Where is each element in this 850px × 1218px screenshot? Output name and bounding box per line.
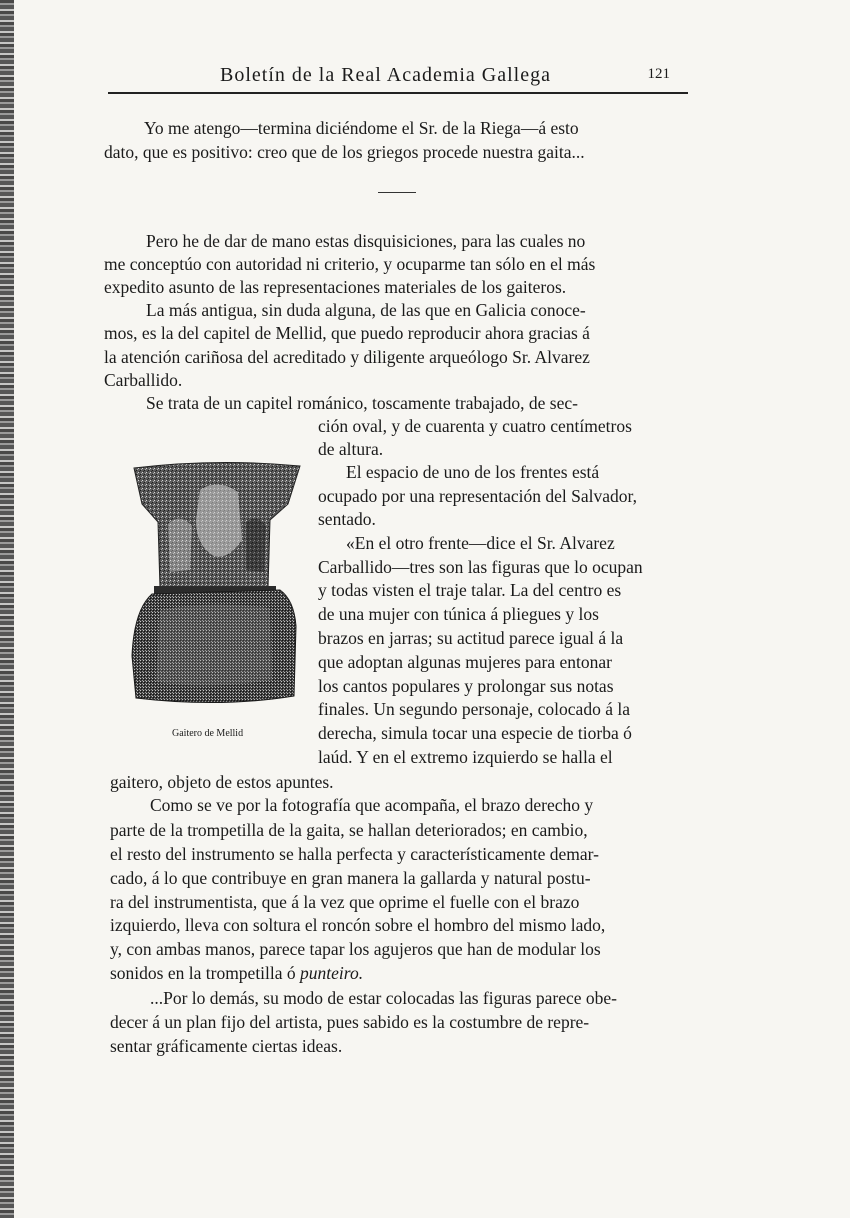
text-line: ocupado por una representación del Salvador, xyxy=(318,486,638,506)
text-line: mos, es la del capitel de Mellid, que puedo reproducir ahora gracias á xyxy=(104,323,590,343)
capital-photograph xyxy=(130,460,302,710)
text-line: el resto del instrumento se halla perfecta y característicamente demar- xyxy=(110,844,599,864)
capital-photograph-image xyxy=(130,460,302,710)
text-line: sentado. xyxy=(318,509,376,529)
text-line: sentar gráficamente ciertas ideas. xyxy=(110,1036,343,1056)
text-line: La más antigua, sin duda alguna, de las que en Galicia conoce- xyxy=(146,300,586,320)
text-line: derecha, simula tocar una especie de tiorba ó xyxy=(318,723,632,743)
text-line: me conceptúo con autoridad ni criterio, y ocuparme tan sólo en el más xyxy=(104,254,596,274)
text-line: que adoptan algunas mujeres para entonar xyxy=(318,652,612,672)
text-line: Pero he de dar de mano estas disquisiciones, para las cuales no xyxy=(146,231,586,251)
text-line-with-italic xyxy=(110,961,363,985)
text-line: de altura. xyxy=(318,439,384,459)
text-line: Carballido. xyxy=(104,370,183,390)
text-fragment: sonidos en la trompetilla ó xyxy=(110,963,296,983)
text-line: finales. Un segundo personaje, colocado á la xyxy=(318,699,630,719)
text-line: los cantos populares y prolongar sus notas xyxy=(318,676,614,696)
text-line: Se trata de un capitel románico, toscamente trabajado, de sec- xyxy=(146,393,578,413)
page-number: 121 xyxy=(647,66,670,82)
figure-caption: Gaitero de Mellid xyxy=(172,728,244,739)
text-line: de una mujer con túnica á pliegues y los xyxy=(318,604,599,624)
text-line: y, con ambas manos, parece tapar los agujeros que han de modular los xyxy=(110,939,601,959)
text-line: ción oval, y de cuarenta y cuatro centímetros xyxy=(318,416,632,436)
text-line: parte de la trompetilla de la gaita, se hallan deteriorados; en cambio, xyxy=(110,820,588,840)
text-line: la atención cariñosa del acreditado y diligente arqueólogo Sr. Alvarez xyxy=(104,347,590,367)
text-line: ...Por lo demás, su modo de estar colocadas las figuras parece obe- xyxy=(150,988,617,1008)
text-line: cado, á lo que contribuye en gran manera la gallarda y natural postu- xyxy=(110,868,591,888)
text-line: y todas visten el traje talar. La del centro es xyxy=(318,580,622,600)
text-line: El espacio de uno de los frentes está xyxy=(346,462,600,482)
text-line: expedito asunto de las representaciones materiales de los gaiteros. xyxy=(104,277,567,297)
text-line: «En el otro frente—dice el Sr. Alvarez xyxy=(346,533,615,553)
running-header xyxy=(108,62,688,94)
italic-term: punteiro. xyxy=(300,963,364,983)
text-line: decer á un plan fijo del artista, pues sabido es la costumbre de repre- xyxy=(110,1012,590,1032)
journal-title: Boletín de la Real Academia Gallega xyxy=(220,64,551,86)
section-separator xyxy=(378,192,416,193)
text-line: izquierdo, lleva con soltura el roncón sobre el hombro del mismo lado, xyxy=(110,915,606,935)
text-line: Carballido—tres son las figuras que lo ocupan xyxy=(318,557,643,577)
text-line: laúd. Y en el extremo izquierdo se halla el xyxy=(318,747,613,767)
text-line: gaitero, objeto de estos apuntes. xyxy=(110,772,334,792)
text-line: brazos en jarras; su actitud parece igual á la xyxy=(318,628,624,648)
page-edge-scan xyxy=(0,0,14,1218)
text-line: ra del instrumentista, que á la vez que oprime el fuelle con el brazo xyxy=(110,892,580,912)
text-line: Como se ve por la fotografía que acompaña, el brazo derecho y xyxy=(150,795,594,815)
text-line: Yo me atengo—termina diciéndome el Sr. de la Riega—á esto xyxy=(144,118,579,138)
text-line: dato, que es positivo: creo que de los griegos procede nuestra gaita... xyxy=(104,142,585,162)
